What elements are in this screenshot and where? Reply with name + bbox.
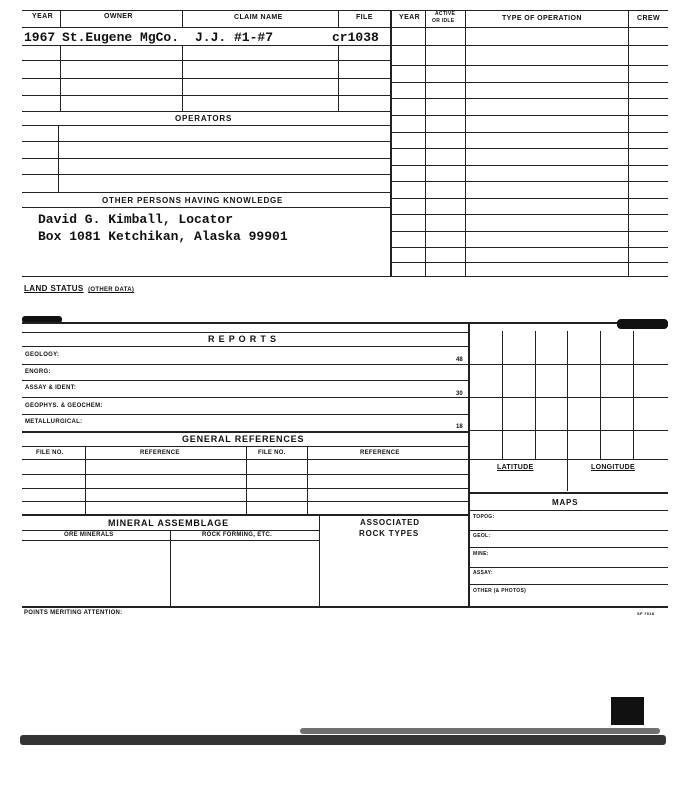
maps-title: MAPS xyxy=(552,498,579,507)
reports-rule xyxy=(22,332,468,333)
other-persons-title: OTHER PERSONS HAVING KNOWLEDGE xyxy=(102,196,284,205)
map-other: OTHER (& PHOTOS) xyxy=(473,588,527,594)
col-divider xyxy=(60,45,61,111)
references-rule xyxy=(22,459,468,460)
col-divider xyxy=(338,45,339,111)
activity-row-rule xyxy=(390,132,668,133)
points-meriting-attention-label: POINTS MERITING ATTENTION: xyxy=(24,610,123,616)
header-active: ACTIVE xyxy=(435,11,456,17)
activity-row-rule xyxy=(390,82,668,83)
other-persons-line-1: David G. Kimball, Locator xyxy=(38,212,234,227)
references-rule xyxy=(22,501,468,502)
reports-title: R E P O R T S xyxy=(208,334,277,344)
header-claim-name: CLAIM NAME xyxy=(234,14,283,21)
col-divider xyxy=(182,45,183,111)
claim-owner: St.Eugene MgCo. xyxy=(62,30,180,45)
header-bottom-rule xyxy=(22,27,668,28)
report-label-geology: GEOLOGY: xyxy=(25,352,60,358)
form-number: SF 7518 xyxy=(637,611,655,616)
report-label-engrg: ENGRG: xyxy=(25,369,51,375)
grid-line xyxy=(502,331,503,459)
scan-mark xyxy=(611,697,644,725)
report-num-assay: 30 xyxy=(456,391,463,397)
associated-label: ASSOCIATED xyxy=(360,518,420,527)
rock-forming-label: ROCK FORMING, ETC. xyxy=(202,532,273,538)
col-divider xyxy=(465,10,466,276)
reports-rule xyxy=(22,380,468,381)
owner-row-rule xyxy=(22,60,390,61)
grid-line xyxy=(468,430,668,431)
ref-header-file-no-2: FILE NO. xyxy=(258,450,286,456)
col-divider xyxy=(628,10,629,276)
report-num-metallurgical: 18 xyxy=(456,424,463,430)
report-label-assay: ASSAY & IDENT: xyxy=(25,385,77,391)
activity-row-rule xyxy=(390,45,668,46)
maps-rule xyxy=(468,510,668,511)
activity-row-rule xyxy=(390,262,668,263)
activity-row-rule xyxy=(390,98,668,99)
grid-line xyxy=(468,364,668,365)
references-rule xyxy=(22,474,468,475)
col-divider xyxy=(338,10,339,27)
operators-rule xyxy=(22,141,390,142)
col-divider xyxy=(246,446,247,514)
owner-row-rule xyxy=(22,45,390,46)
header-year: YEAR xyxy=(32,13,54,20)
middle-top-rule xyxy=(22,322,668,324)
left-right-divider xyxy=(390,10,392,276)
section-bottom-rule xyxy=(22,276,668,277)
grid-line xyxy=(567,331,568,491)
references-rule xyxy=(22,446,468,447)
header-owner: OWNER xyxy=(104,13,133,20)
other-persons-rule xyxy=(22,207,390,208)
activity-row-rule xyxy=(390,165,668,166)
operators-title: OPERATORS xyxy=(175,114,233,123)
report-num-geology: 48 xyxy=(456,357,463,363)
maps-rule xyxy=(468,547,668,548)
operators-rule xyxy=(22,158,390,159)
claim-year: 1967 xyxy=(24,30,56,45)
activity-row-rule xyxy=(390,231,668,232)
ref-header-file-no-1: FILE NO. xyxy=(36,450,64,456)
col-divider xyxy=(170,530,171,606)
header-or-idle: OR IDLE xyxy=(432,18,455,24)
operators-rule xyxy=(22,125,390,126)
maps-rule xyxy=(468,567,668,568)
map-geol: GEOL: xyxy=(473,533,491,539)
middle-bottom-rule xyxy=(22,606,668,608)
ref-header-reference-2: REFERENCE xyxy=(360,450,400,456)
col-divider xyxy=(425,10,426,276)
owner-row-rule xyxy=(22,78,390,79)
grid-line xyxy=(468,397,668,398)
grid-line xyxy=(600,331,601,459)
report-label-metallurgical: METALLURGICAL: xyxy=(25,419,83,425)
ref-header-reference-1: REFERENCE xyxy=(140,450,180,456)
reports-rule xyxy=(22,346,468,347)
map-mine: MINE: xyxy=(473,551,489,557)
land-status-label: LAND STATUS xyxy=(24,284,84,293)
other-persons-line-2: Box 1081 Ketchikan, Alaska 99901 xyxy=(38,229,288,244)
land-status-sub: (OTHER DATA) xyxy=(88,287,135,293)
activity-row-rule xyxy=(390,181,668,182)
activity-row-rule xyxy=(390,115,668,116)
maps-rule xyxy=(468,584,668,585)
owner-row-rule xyxy=(22,95,390,96)
mineral-assemblage-title: MINERAL ASSEMBLAGE xyxy=(108,518,229,528)
claim-file: cr1038 xyxy=(332,30,379,45)
maps-rule xyxy=(468,530,668,531)
reports-bottom-rule xyxy=(22,431,468,433)
activity-row-rule xyxy=(390,247,668,248)
col-divider xyxy=(60,10,61,27)
operators-top-rule xyxy=(22,111,390,112)
map-topog: TOPOG: xyxy=(473,514,495,520)
grid-line xyxy=(535,331,536,459)
general-references-title: GENERAL REFERENCES xyxy=(182,434,305,444)
longitude-label: LONGITUDE xyxy=(591,464,635,471)
col-divider xyxy=(58,125,59,192)
report-label-geophys: GEOPHYS. & GEOCHEM: xyxy=(25,403,103,409)
latitude-label: LATITUDE xyxy=(497,464,534,471)
col-divider xyxy=(85,446,86,514)
activity-row-rule xyxy=(390,65,668,66)
references-rule xyxy=(22,488,468,489)
header-file: FILE xyxy=(356,14,373,21)
operators-rule xyxy=(22,174,390,175)
scan-edge-band xyxy=(20,735,666,745)
header-crew: CREW xyxy=(637,15,660,22)
activity-row-rule xyxy=(390,214,668,215)
form-top-border xyxy=(22,10,668,11)
grid-line xyxy=(468,459,668,460)
maps-top-rule xyxy=(468,492,668,494)
map-assay: ASSAY: xyxy=(473,570,493,576)
rock-types-label: ROCK TYPES xyxy=(359,529,420,538)
references-bottom-rule xyxy=(22,514,468,516)
reports-rule xyxy=(22,364,468,365)
ore-minerals-label: ORE MINERALS xyxy=(64,532,114,538)
col-divider xyxy=(182,10,183,27)
grid-line xyxy=(633,331,634,459)
land-status-heading xyxy=(24,278,134,296)
reports-rule xyxy=(22,397,468,398)
other-persons-top-rule xyxy=(22,192,390,193)
activity-row-rule xyxy=(390,198,668,199)
ink-smudge xyxy=(617,319,668,329)
header-type-of-operation: TYPE OF OPERATION xyxy=(502,15,582,22)
reports-rule xyxy=(22,414,468,415)
activity-row-rule xyxy=(390,148,668,149)
header-year-right: YEAR xyxy=(399,14,421,21)
col-divider xyxy=(319,514,320,606)
claim-name: J.J. #1-#7 xyxy=(195,30,274,45)
scan-edge-band xyxy=(300,728,660,734)
col-divider xyxy=(307,446,308,514)
